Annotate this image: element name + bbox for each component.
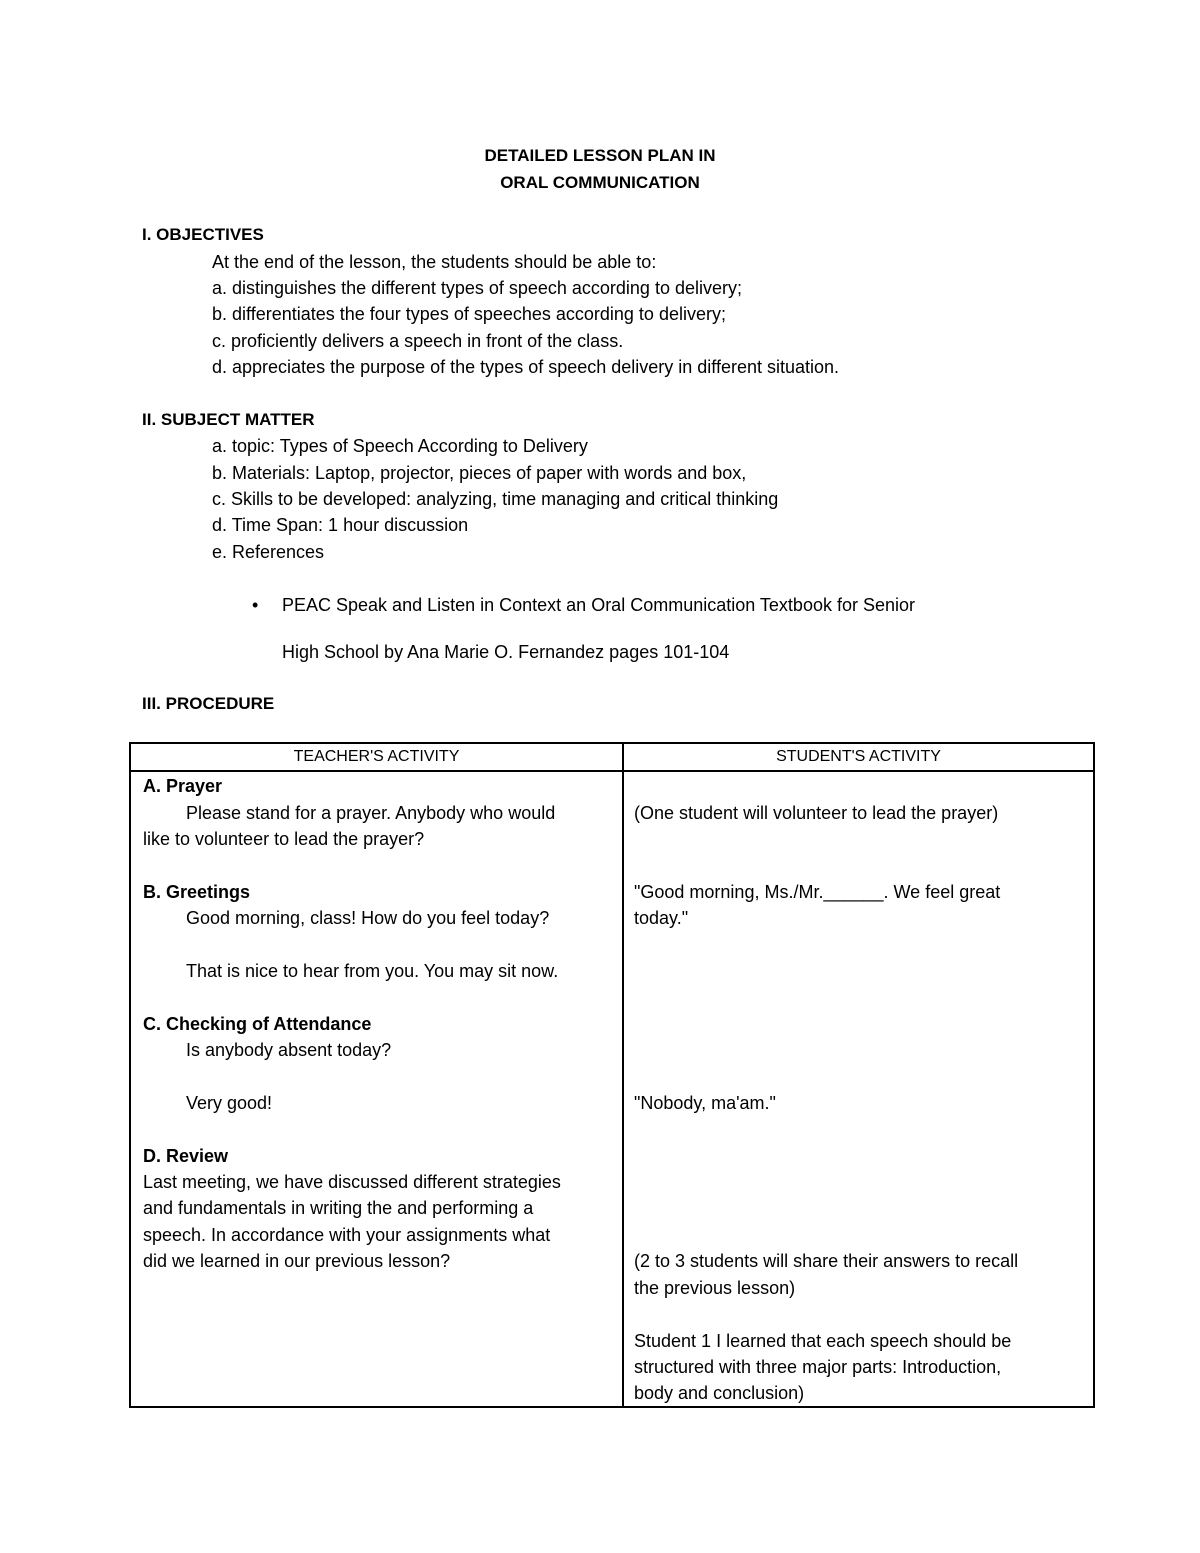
subject-matter-item: d. Time Span: 1 hour discussion (212, 515, 469, 535)
objective-item: c. proficiently delivers a speech in front of the class. (212, 331, 624, 351)
procedure-table (129, 742, 1095, 1408)
objectives-intro: At the end of the lesson, the students should be able to: (212, 252, 657, 272)
student-text: today." (634, 908, 689, 929)
student-text: structured with three major parts: Introduction, (634, 1357, 1002, 1378)
document-title-line1: DETAILED LESSON PLAN IN (484, 146, 716, 165)
subject-matter-heading: II. SUBJECT MATTER (142, 410, 315, 429)
prayer-heading: A. Prayer (143, 776, 223, 797)
greetings-heading: B. Greetings (143, 882, 251, 903)
objective-item: d. appreciates the purpose of the types of speech delivery in different situation. (212, 357, 840, 377)
objective-item: a. distinguishes the different types of speech according to delivery; (212, 278, 742, 298)
student-text: Student 1 I learned that each speech should be (634, 1331, 1012, 1352)
student-text: "Good morning, Ms./Mr.______. We feel great (634, 882, 1001, 903)
teacher-text: did we learned in our previous lesson? (143, 1251, 451, 1272)
teacher-activity-cell (130, 771, 623, 1407)
procedure-heading: III. PROCEDURE (142, 694, 275, 713)
attendance-heading: C. Checking of Attendance (143, 1014, 372, 1035)
subject-matter-item: a. topic: Types of Speech According to Delivery (212, 436, 588, 456)
teacher-text: Good morning, class! How do you feel today? (186, 908, 550, 929)
student-text: (One student will volunteer to lead the prayer) (634, 803, 999, 824)
teacher-text: Last meeting, we have discussed different strategies (143, 1172, 561, 1193)
teacher-text: That is nice to hear from you. You may sit now. (186, 961, 559, 982)
table-row (130, 771, 1094, 1407)
student-text: the previous lesson) (634, 1278, 796, 1299)
objective-item: b. differentiates the four types of speeches according to delivery; (212, 304, 726, 324)
subject-matter-item: c. Skills to be developed: analyzing, time managing and critical thinking (212, 489, 779, 509)
objectives-heading: I. OBJECTIVES (142, 225, 264, 244)
review-heading: D. Review (143, 1146, 229, 1167)
reference-line1: PEAC Speak and Listen in Context an Oral Communication Textbook for Senior (282, 595, 916, 615)
reference-line2: High School by Ana Marie O. Fernandez pages 101-104 (282, 642, 730, 662)
teacher-text: Very good! (186, 1093, 273, 1114)
document-title-line2: ORAL COMMUNICATION (500, 173, 700, 192)
bullet-icon: • (252, 595, 259, 615)
student-text: body and conclusion) (634, 1383, 805, 1404)
teacher-text: and fundamentals in writing the and performing a (143, 1198, 534, 1219)
teacher-text: speech. In accordance with your assignments what (143, 1225, 551, 1246)
student-text: "Nobody, ma'am." (634, 1093, 776, 1114)
student-activity-cell (623, 771, 1094, 1407)
student-activity-header: STUDENT'S ACTIVITY (623, 743, 1094, 771)
teacher-activity-header: TEACHER'S ACTIVITY (130, 743, 623, 771)
table-header-row (130, 743, 1094, 771)
teacher-text: Is anybody absent today? (186, 1040, 392, 1061)
teacher-text: like to volunteer to lead the prayer? (143, 829, 425, 850)
subject-matter-item: e. References (212, 542, 325, 562)
student-text: (2 to 3 students will share their answers to recall (634, 1251, 1019, 1272)
teacher-text: Please stand for a prayer. Anybody who would (186, 803, 556, 824)
subject-matter-item: b. Materials: Laptop, projector, pieces of paper with words and box, (212, 463, 747, 483)
